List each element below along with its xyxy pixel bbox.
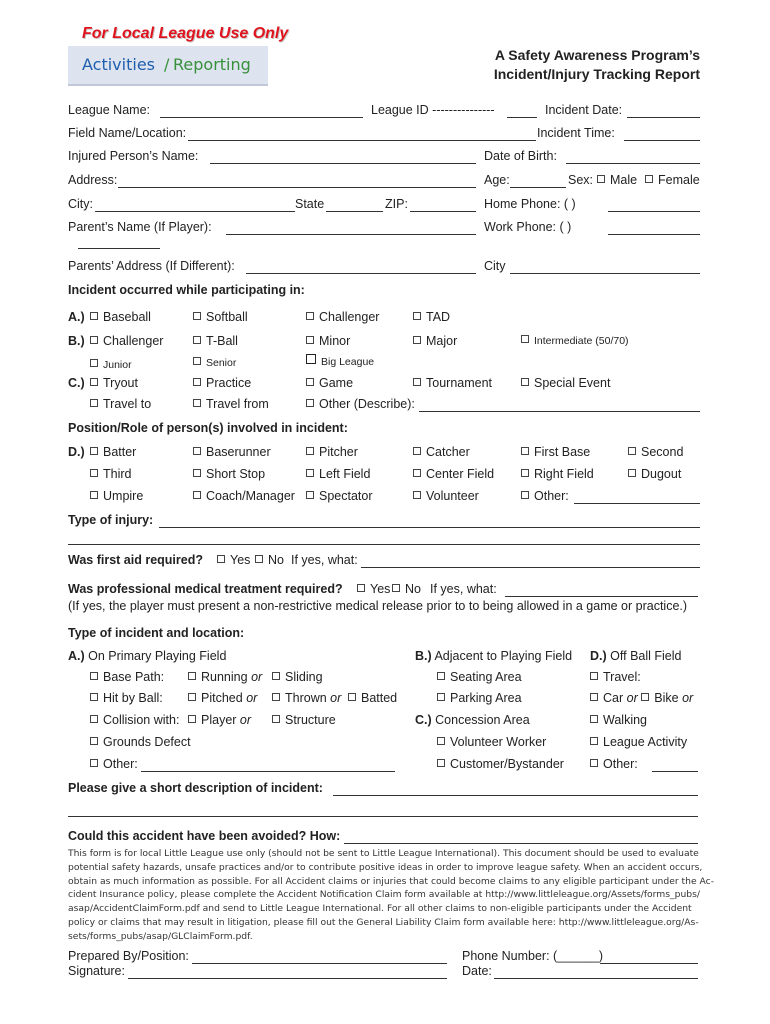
city-field[interactable] bbox=[95, 211, 295, 212]
checkbox-icon bbox=[413, 336, 421, 344]
row-d-label: D.) bbox=[68, 445, 85, 459]
checkbox-icon bbox=[188, 715, 196, 723]
release-note: (If yes, the player must present a non-restrictive medical release prior to to being allowed in a game or practice.) bbox=[68, 599, 688, 613]
opt-baserunner[interactable]: Baserunner bbox=[193, 445, 271, 459]
opt-thrown[interactable]: Thrown or bbox=[272, 691, 341, 705]
short-description-field-2[interactable] bbox=[68, 816, 698, 817]
city2-field[interactable] bbox=[510, 273, 700, 274]
opt-parking-area[interactable]: Parking Area bbox=[437, 691, 522, 705]
checkbox-icon bbox=[413, 491, 421, 499]
opt-challenger-a[interactable]: Challenger bbox=[306, 310, 379, 324]
opt-travel-from[interactable]: Travel from bbox=[193, 397, 269, 411]
checkbox-icon bbox=[188, 672, 196, 680]
checkbox-icon bbox=[306, 491, 314, 499]
local-use-banner: For Local League Use Only bbox=[82, 25, 289, 42]
opt-dugout[interactable]: Dugout bbox=[628, 467, 681, 481]
opt-coach-manager[interactable]: Coach/Manager bbox=[193, 489, 295, 503]
checkbox-icon bbox=[437, 693, 445, 701]
work-phone-field[interactable] bbox=[608, 234, 700, 235]
first-aid-no[interactable]: No bbox=[255, 553, 284, 567]
address-field[interactable] bbox=[118, 187, 476, 188]
checkbox-icon bbox=[193, 491, 201, 499]
checkbox-icon bbox=[90, 715, 98, 723]
incident-time-field[interactable] bbox=[624, 140, 700, 141]
sex-label: Sex: bbox=[568, 173, 594, 187]
checkbox-icon bbox=[590, 759, 598, 767]
checkbox-icon bbox=[306, 378, 314, 386]
opt-loc-other2[interactable]: Other: bbox=[590, 757, 638, 771]
checkbox-icon bbox=[193, 336, 201, 344]
tab-reporting-label: Reporting bbox=[173, 55, 251, 74]
opt-batter[interactable]: Batter bbox=[90, 445, 136, 459]
field-name-field[interactable] bbox=[188, 140, 536, 141]
opt-minor[interactable]: Minor bbox=[306, 334, 350, 348]
opt-tournament[interactable]: Tournament bbox=[413, 376, 492, 390]
medical-no[interactable]: No bbox=[392, 582, 421, 596]
checkbox-icon bbox=[306, 312, 314, 320]
loc-other1-field[interactable] bbox=[141, 771, 395, 772]
opt-player[interactable]: Player or bbox=[188, 713, 251, 727]
age-label: Age: bbox=[484, 173, 510, 187]
checkbox-icon bbox=[645, 175, 653, 183]
opt-loc-other1[interactable]: Other: bbox=[90, 757, 138, 771]
zip-label: ZIP: bbox=[385, 197, 408, 211]
opt-game[interactable]: Game bbox=[306, 376, 353, 390]
opt-pitcher[interactable]: Pitcher bbox=[306, 445, 358, 459]
checkbox-icon bbox=[413, 469, 421, 477]
short-description-label: Please give a short description of incident: bbox=[68, 781, 323, 795]
opt-center-field[interactable]: Center Field bbox=[413, 467, 494, 481]
phone-number-label: Phone Number: (______) bbox=[462, 949, 604, 963]
opt-pitched[interactable]: Pitched or bbox=[188, 691, 257, 705]
location-heading: Type of incident and location: bbox=[68, 626, 245, 640]
loc-b-heading: B.) Adjacent to Playing Field bbox=[415, 649, 573, 663]
league-name-field[interactable] bbox=[160, 117, 363, 118]
opt-right-field[interactable]: Right Field bbox=[521, 467, 594, 481]
opt-position-other[interactable]: Other: bbox=[521, 489, 569, 503]
parent-name-continued-field[interactable] bbox=[78, 248, 160, 249]
checkbox-icon bbox=[90, 693, 98, 701]
age-field[interactable] bbox=[510, 187, 566, 188]
opt-tad[interactable]: TAD bbox=[413, 310, 450, 324]
opt-walking[interactable]: Walking bbox=[590, 713, 647, 727]
checkbox-icon bbox=[90, 737, 98, 745]
checkbox-icon bbox=[628, 447, 636, 455]
sex-female-option[interactable]: Female bbox=[645, 173, 700, 187]
sex-male-option[interactable]: Male bbox=[597, 173, 637, 187]
form-title-line1: A Safety Awareness Program’s bbox=[494, 47, 700, 63]
opt-other-describe[interactable]: Other (Describe): bbox=[306, 397, 415, 411]
injured-name-field[interactable] bbox=[210, 163, 476, 164]
avoided-field[interactable] bbox=[344, 843, 698, 844]
checkbox-icon bbox=[306, 447, 314, 455]
checkbox-icon bbox=[437, 737, 445, 745]
date-field[interactable] bbox=[494, 978, 698, 979]
activities-reporting-tab bbox=[68, 46, 268, 86]
checkbox-icon bbox=[193, 357, 201, 365]
opt-second[interactable]: Second bbox=[628, 445, 683, 459]
checkbox-icon bbox=[193, 378, 201, 386]
address-label: Address: bbox=[68, 173, 118, 187]
incident-date-field[interactable] bbox=[627, 117, 700, 118]
opt-softball[interactable]: Softball bbox=[193, 310, 248, 324]
tab-activities-label: Activities bbox=[82, 55, 155, 74]
opt-challenger-b[interactable]: Challenger bbox=[90, 334, 163, 348]
checkbox-icon bbox=[188, 693, 196, 701]
opt-collision[interactable]: Collision with: bbox=[90, 713, 179, 727]
checkbox-icon bbox=[306, 399, 314, 407]
city2-label: City bbox=[484, 259, 506, 273]
checkbox-icon bbox=[521, 378, 529, 386]
checkbox-icon bbox=[193, 447, 201, 455]
league-id-label: League ID --------------- bbox=[371, 103, 495, 117]
opt-hit-by-ball[interactable]: Hit by Ball: bbox=[90, 691, 163, 705]
checkbox-icon bbox=[392, 584, 400, 592]
footer-note-line: cident Insurance policy, please complete the Accident Notification Claim form available at http://www.littleleague.org/Assets/forms_pubs/ bbox=[68, 889, 700, 901]
signature-field[interactable] bbox=[128, 978, 447, 979]
checkbox-icon bbox=[413, 378, 421, 386]
row-b-label: B.) bbox=[68, 334, 85, 348]
checkbox-icon bbox=[272, 693, 280, 701]
opt-umpire[interactable]: Umpire bbox=[90, 489, 143, 503]
first-aid-if-yes-label: If yes, what: bbox=[291, 553, 358, 567]
participation-heading: Incident occurred while participating in: bbox=[68, 283, 305, 297]
position-other-field[interactable] bbox=[574, 503, 700, 504]
field-name-label: Field Name/Location: bbox=[68, 126, 187, 140]
parent-name-field[interactable] bbox=[226, 234, 476, 235]
footer-note-line: policy or claims that may result in litigation, please fill out the General Liability Claim form available here: http://www.littleleague.org/As- bbox=[68, 916, 699, 928]
city-label: City: bbox=[68, 197, 93, 211]
injured-name-label: Injured Person’s Name: bbox=[68, 149, 199, 163]
checkbox-icon bbox=[413, 447, 421, 455]
dob-label: Date of Birth: bbox=[484, 149, 557, 163]
loc-a-heading: A.) On Primary Playing Field bbox=[68, 649, 227, 663]
footer-note bbox=[68, 847, 714, 944]
home-phone-field[interactable] bbox=[608, 211, 700, 212]
checkbox-icon bbox=[90, 312, 98, 320]
first-aid-what-field[interactable] bbox=[361, 567, 700, 568]
opt-base-path[interactable]: Base Path: bbox=[90, 670, 164, 684]
checkbox-icon bbox=[590, 737, 598, 745]
checkbox-icon bbox=[521, 491, 529, 499]
checkbox-icon bbox=[90, 469, 98, 477]
medical-what-field[interactable] bbox=[505, 596, 698, 597]
checkbox-icon bbox=[306, 354, 316, 364]
checkbox-icon bbox=[90, 399, 98, 407]
first-aid-row: Was first aid required? bbox=[68, 553, 203, 567]
checkbox-icon bbox=[306, 469, 314, 477]
checkbox-icon bbox=[90, 359, 98, 367]
date-label: Date: bbox=[462, 964, 492, 978]
parent-name-label: Parent’s Name (If Player): bbox=[68, 220, 212, 234]
checkbox-icon bbox=[348, 693, 356, 701]
short-description-field[interactable] bbox=[333, 795, 698, 796]
incident-time-label: Incident Time: bbox=[537, 126, 615, 140]
checkbox-icon bbox=[641, 693, 649, 701]
type-of-injury-label: Type of injury: bbox=[68, 513, 154, 527]
checkbox-icon bbox=[90, 672, 98, 680]
opt-junior[interactable]: Junior bbox=[90, 357, 132, 371]
work-phone-label: Work Phone: ( ) bbox=[484, 220, 572, 234]
opt-intermediate[interactable]: Intermediate (50/70) bbox=[521, 335, 629, 347]
loc-c-heading: C.) Concession Area bbox=[415, 713, 530, 727]
home-phone-label: Home Phone: ( ) bbox=[484, 197, 576, 211]
opt-volunteer-worker[interactable]: Volunteer Worker bbox=[437, 735, 546, 749]
row-c-label: C.) bbox=[68, 376, 85, 390]
form-title-line2: Incident/Injury Tracking Report bbox=[493, 66, 700, 82]
checkbox-icon bbox=[193, 399, 201, 407]
opt-tryout[interactable]: Tryout bbox=[90, 376, 138, 390]
position-heading: Position/Role of person(s) involved in incident: bbox=[68, 421, 348, 435]
opt-special-event[interactable]: Special Event bbox=[521, 376, 610, 390]
checkbox-icon bbox=[590, 672, 598, 680]
footer-note-line: asap/AccidentClaimForm.pdf and send to Little League International. For all other claims to non-eligible participants under the Accident bbox=[68, 903, 692, 915]
checkbox-icon bbox=[193, 469, 201, 477]
row-a-label: A.) bbox=[68, 310, 85, 324]
medical-label: Was professional medical treatment required? bbox=[68, 582, 343, 596]
checkbox-icon bbox=[217, 555, 225, 563]
checkbox-icon bbox=[437, 759, 445, 767]
avoided-label: Could this accident have been avoided? How: bbox=[68, 829, 341, 843]
checkbox-icon bbox=[521, 335, 529, 343]
prepared-by-field[interactable] bbox=[192, 963, 447, 964]
league-id-field[interactable] bbox=[507, 117, 537, 118]
opt-car-bike[interactable]: Car or Bike or bbox=[590, 691, 693, 705]
checkbox-icon bbox=[272, 715, 280, 723]
opt-tball[interactable]: T-Ball bbox=[193, 334, 238, 348]
checkbox-icon bbox=[90, 491, 98, 499]
state-label: State bbox=[295, 197, 325, 211]
opt-sliding[interactable]: Sliding bbox=[272, 670, 323, 684]
opt-spectator[interactable]: Spectator bbox=[306, 489, 373, 503]
checkbox-icon bbox=[90, 759, 98, 767]
checkbox-icon bbox=[90, 378, 98, 386]
checkbox-icon bbox=[597, 175, 605, 183]
zip-field[interactable] bbox=[410, 211, 476, 212]
opt-seating-area[interactable]: Seating Area bbox=[437, 670, 522, 684]
type-of-injury-field[interactable] bbox=[159, 527, 700, 528]
checkbox-icon bbox=[90, 336, 98, 344]
checkbox-icon bbox=[90, 447, 98, 455]
checkbox-icon bbox=[413, 312, 421, 320]
checkbox-icon bbox=[357, 584, 365, 592]
footer-note-line: potential safety hazards, unsafe practices and/or to contribute positive ideas in order to improve league safety. When an accident occurs, bbox=[68, 861, 703, 873]
medical-if-yes-label: If yes, what: bbox=[430, 582, 497, 596]
opt-catcher[interactable]: Catcher bbox=[413, 445, 470, 459]
opt-left-field[interactable]: Left Field bbox=[306, 467, 370, 481]
checkbox-icon bbox=[628, 469, 636, 477]
league-name-label: League Name: bbox=[68, 103, 151, 117]
type-of-injury-field-2[interactable] bbox=[68, 544, 700, 545]
opt-structure[interactable]: Structure bbox=[272, 713, 336, 727]
checkbox-icon bbox=[521, 469, 529, 477]
footer-note-line: sets/forms_pubs/asap/GLClaimForm.pdf. bbox=[68, 930, 253, 942]
opt-baseball[interactable]: Baseball bbox=[90, 310, 151, 324]
opt-league-activity[interactable]: League Activity bbox=[590, 735, 687, 749]
parents-address-field[interactable] bbox=[246, 273, 476, 274]
checkbox-icon bbox=[255, 555, 263, 563]
other-describe-field[interactable] bbox=[419, 411, 700, 412]
incident-date-label: Incident Date: bbox=[545, 103, 623, 117]
footer-note-line: obtain as much information as possible. For all Accident claims or injuries that could become claims to any eligible participant under the Ac- bbox=[68, 875, 715, 887]
first-aid-yes[interactable]: Yes bbox=[217, 553, 250, 567]
tab-slash: / bbox=[164, 55, 170, 74]
opt-batted[interactable]: Batted bbox=[348, 691, 397, 705]
checkbox-icon bbox=[590, 693, 598, 701]
checkbox-icon bbox=[272, 672, 280, 680]
dob-field[interactable] bbox=[566, 163, 700, 164]
opt-travel[interactable]: Travel: bbox=[590, 670, 641, 684]
checkbox-icon bbox=[521, 447, 529, 455]
loc-d-heading: D.) Off Ball Field bbox=[590, 649, 682, 663]
checkbox-icon bbox=[193, 312, 201, 320]
opt-travel-to[interactable]: Travel to bbox=[90, 397, 151, 411]
loc-other2-field[interactable] bbox=[652, 771, 698, 772]
footer-note-line: This form is for local Little League use only (should not be sent to Little League International). This document should be used to evaluate bbox=[68, 848, 699, 859]
opt-grounds-defect[interactable]: Grounds Defect bbox=[90, 735, 191, 749]
opt-first-base[interactable]: First Base bbox=[521, 445, 590, 459]
opt-practice[interactable]: Practice bbox=[193, 376, 251, 390]
phone-number-field[interactable] bbox=[600, 963, 698, 964]
checkbox-icon bbox=[306, 336, 314, 344]
opt-running[interactable]: Running or bbox=[188, 670, 262, 684]
checkbox-icon bbox=[590, 715, 598, 723]
opt-volunteer[interactable]: Volunteer bbox=[413, 489, 479, 503]
signature-label: Signature: bbox=[68, 964, 125, 978]
state-field[interactable] bbox=[326, 211, 383, 212]
medical-yes[interactable]: Yes bbox=[357, 582, 390, 596]
opt-big-league[interactable]: Big League bbox=[306, 354, 374, 368]
parents-address-label: Parents’ Address (If Different): bbox=[68, 259, 235, 273]
opt-customer[interactable]: Customer/Bystander bbox=[437, 757, 564, 771]
checkbox-icon bbox=[437, 672, 445, 680]
opt-third[interactable]: Third bbox=[90, 467, 131, 481]
prepared-by-label: Prepared By/Position: bbox=[68, 949, 189, 963]
opt-short-stop[interactable]: Short Stop bbox=[193, 467, 265, 481]
opt-senior[interactable]: Senior bbox=[193, 355, 236, 369]
opt-major[interactable]: Major bbox=[413, 334, 457, 348]
